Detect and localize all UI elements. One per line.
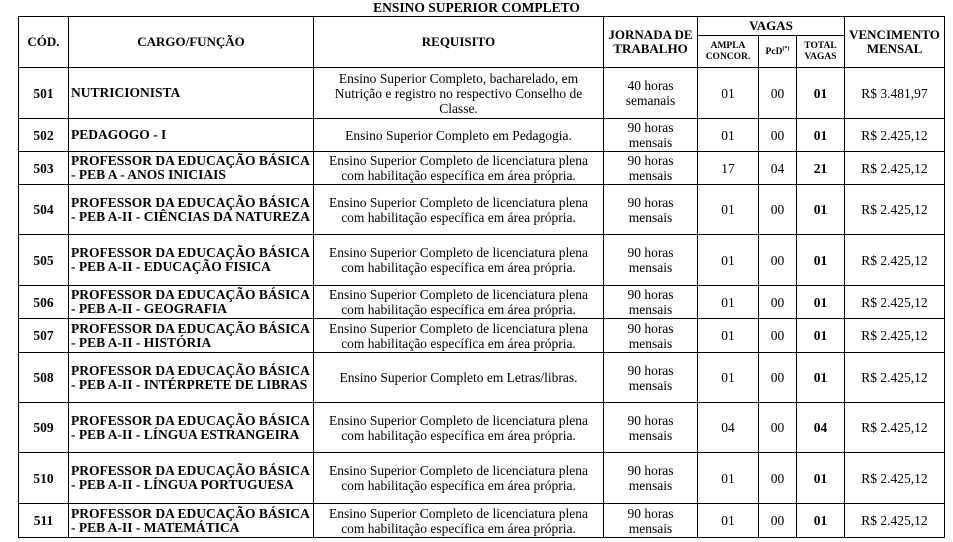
header-vagas: VAGAS	[698, 17, 845, 36]
header-ampla: AMPLA CONCOR.	[698, 36, 759, 68]
table-row	[19, 185, 945, 235]
table-row	[19, 403, 945, 453]
jornada-cell: 90 horas mensais	[604, 286, 698, 319]
cargo-cell: PROFESSOR DA EDUCAÇÃO BÁSICA - PEB A-II - HISTÓRIA	[69, 319, 314, 353]
requisito-cell: Ensino Superior Completo de licenciatura plena com habilitação específica em área própria.	[314, 152, 604, 185]
vencimento-cell: R$ 3.481,97	[845, 68, 945, 119]
cargo-cell: PROFESSOR DA EDUCAÇÃO BÁSICA - PEB A-II - MATEMÁTICA	[69, 504, 314, 538]
total-cell: 04	[797, 403, 845, 453]
jornada-cell: 90 horas mensais	[604, 403, 698, 453]
table-row	[19, 319, 945, 353]
ped-cell: 00	[759, 319, 797, 353]
cod-cell: 503	[19, 152, 69, 185]
cargo-cell: PEDAGOGO - I	[69, 119, 314, 152]
cod-cell: 501	[19, 68, 69, 119]
table-row	[19, 353, 945, 403]
ampla-cell: 01	[698, 453, 759, 504]
vencimento-cell: R$ 2.425,12	[845, 319, 945, 353]
cargo-cell: PROFESSOR DA EDUCAÇÃO BÁSICA - PEB A-II - LÍNGUA ESTRANGEIRA	[69, 403, 314, 453]
requisito-cell: Ensino Superior Completo de licenciatura plena com habilitação específica em área própria.	[314, 235, 604, 286]
ampla-cell: 17	[698, 152, 759, 185]
jornada-cell: 90 horas mensais	[604, 119, 698, 152]
cod-cell: 506	[19, 286, 69, 319]
table-row	[19, 152, 945, 185]
total-cell: 01	[797, 68, 845, 119]
header-requisito: REQUISITO	[314, 17, 604, 68]
section-title: ENSINO SUPERIOR COMPLETO	[373, 0, 580, 15]
vencimento-cell: R$ 2.425,12	[845, 453, 945, 504]
vencimento-cell: R$ 2.425,12	[845, 504, 945, 538]
ped-cell: 04	[759, 152, 797, 185]
ampla-cell: 01	[698, 119, 759, 152]
jornada-cell: 90 horas mensais	[604, 353, 698, 403]
table-row	[19, 68, 945, 119]
header-ped	[759, 36, 797, 68]
cargo-cell: PROFESSOR DA EDUCAÇÃO BÁSICA - PEB A-II - INTÉRPRETE DE LIBRAS	[69, 353, 314, 403]
cod-cell: 507	[19, 319, 69, 353]
positions-table	[18, 16, 945, 538]
ped-cell: 00	[759, 453, 797, 504]
ampla-cell: 01	[698, 68, 759, 119]
ampla-cell: 01	[698, 319, 759, 353]
cargo-cell: PROFESSOR DA EDUCAÇÃO BÁSICA - PEB A-II - LÍNGUA PORTUGUESA	[69, 453, 314, 504]
ampla-cell: 04	[698, 403, 759, 453]
total-cell: 01	[797, 119, 845, 152]
total-cell: 21	[797, 152, 845, 185]
table-row	[19, 504, 945, 538]
jornada-cell: 90 horas mensais	[604, 235, 698, 286]
jornada-cell: 90 horas mensais	[604, 152, 698, 185]
requisito-cell: Ensino Superior Completo de licenciatura plena com habilitação específica em área própria.	[314, 403, 604, 453]
vencimento-cell: R$ 2.425,12	[845, 119, 945, 152]
requisito-cell: Ensino Superior Completo de licenciatura plena com habilitação específica em área própria.	[314, 185, 604, 235]
ampla-cell: 01	[698, 504, 759, 538]
cargo-cell: PROFESSOR DA EDUCAÇÃO BÁSICA - PEB A-II - GEOGRAFIA	[69, 286, 314, 319]
vencimento-cell: R$ 2.425,12	[845, 152, 945, 185]
requisito-cell: Ensino Superior Completo em Pedagogia.	[314, 119, 604, 152]
vencimento-cell: R$ 2.425,12	[845, 185, 945, 235]
header-cargo: CARGO/FUNÇÃO	[69, 17, 314, 68]
ampla-cell: 01	[698, 185, 759, 235]
requisito-cell: Ensino Superior Completo de licenciatura plena com habilitação específica em área própria.	[314, 453, 604, 504]
cod-cell: 504	[19, 185, 69, 235]
ampla-cell: 01	[698, 353, 759, 403]
ped-cell: 00	[759, 504, 797, 538]
ped-cell: 00	[759, 403, 797, 453]
requisito-cell: Ensino Superior Completo de licenciatura plena com habilitação específica em área própria.	[314, 286, 604, 319]
header-vencimento: VENCIMENTO MENSAL	[845, 17, 945, 68]
ped-cell: 00	[759, 185, 797, 235]
requisito-cell: Ensino Superior Completo de licenciatura plena com habilitação específica em área própria.	[314, 319, 604, 353]
ped-cell: 00	[759, 353, 797, 403]
ped-cell: 00	[759, 235, 797, 286]
table-row	[19, 235, 945, 286]
total-cell: 01	[797, 235, 845, 286]
cod-cell: 509	[19, 403, 69, 453]
requisito-cell: Ensino Superior Completo em Letras/libras.	[314, 353, 604, 403]
ped-cell: 00	[759, 119, 797, 152]
table-row	[19, 453, 945, 504]
total-cell: 01	[797, 185, 845, 235]
ped-cell: 00	[759, 286, 797, 319]
header-total: TOTAL VAGAS	[797, 36, 845, 68]
table-body	[19, 68, 945, 538]
total-cell: 01	[797, 319, 845, 353]
table-row	[19, 286, 945, 319]
vencimento-cell: R$ 2.425,12	[845, 353, 945, 403]
ampla-cell: 01	[698, 286, 759, 319]
table-row	[19, 119, 945, 152]
total-cell: 01	[797, 504, 845, 538]
vencimento-cell: R$ 2.425,12	[845, 286, 945, 319]
cod-cell: 502	[19, 119, 69, 152]
cod-cell: 510	[19, 453, 69, 504]
ampla-cell: 01	[698, 235, 759, 286]
cod-cell: 508	[19, 353, 69, 403]
ped-cell: 00	[759, 68, 797, 119]
total-cell: 01	[797, 286, 845, 319]
total-cell: 01	[797, 453, 845, 504]
header-ped-label: PcD	[765, 47, 783, 58]
cargo-cell: PROFESSOR DA EDUCAÇÃO BÁSICA - PEB A - ANOS INICIAIS	[69, 152, 314, 185]
cod-cell: 511	[19, 504, 69, 538]
header-ped-note: (*)	[782, 46, 790, 53]
jornada-cell: 90 horas mensais	[604, 185, 698, 235]
jornada-cell: 90 horas mensais	[604, 504, 698, 538]
total-cell: 01	[797, 353, 845, 403]
cod-cell: 505	[19, 235, 69, 286]
cargo-cell: NUTRICIONISTA	[69, 68, 314, 119]
requisito-cell: Ensino Superior Completo de licenciatura plena com habilitação específica em área própria.	[314, 504, 604, 538]
jornada-cell: 90 horas mensais	[604, 319, 698, 353]
vencimento-cell: R$ 2.425,12	[845, 403, 945, 453]
jornada-cell: 40 horas semanais	[604, 68, 698, 119]
jornada-cell: 90 horas mensais	[604, 453, 698, 504]
cargo-cell: PROFESSOR DA EDUCAÇÃO BÁSICA - PEB A-II - CIÊNCIAS DA NATUREZA	[69, 185, 314, 235]
header-jornada: JORNADA DE TRABALHO	[604, 17, 698, 68]
vencimento-cell: R$ 2.425,12	[845, 235, 945, 286]
requisito-cell: Ensino Superior Completo, bacharelado, em Nutrição e registro no respectivo Conselho de Classe.	[314, 68, 604, 119]
header-cod: CÓD.	[19, 17, 69, 68]
cargo-cell: PROFESSOR DA EDUCAÇÃO BÁSICA - PEB A-II - EDUCAÇÃO FISICA	[69, 235, 314, 286]
